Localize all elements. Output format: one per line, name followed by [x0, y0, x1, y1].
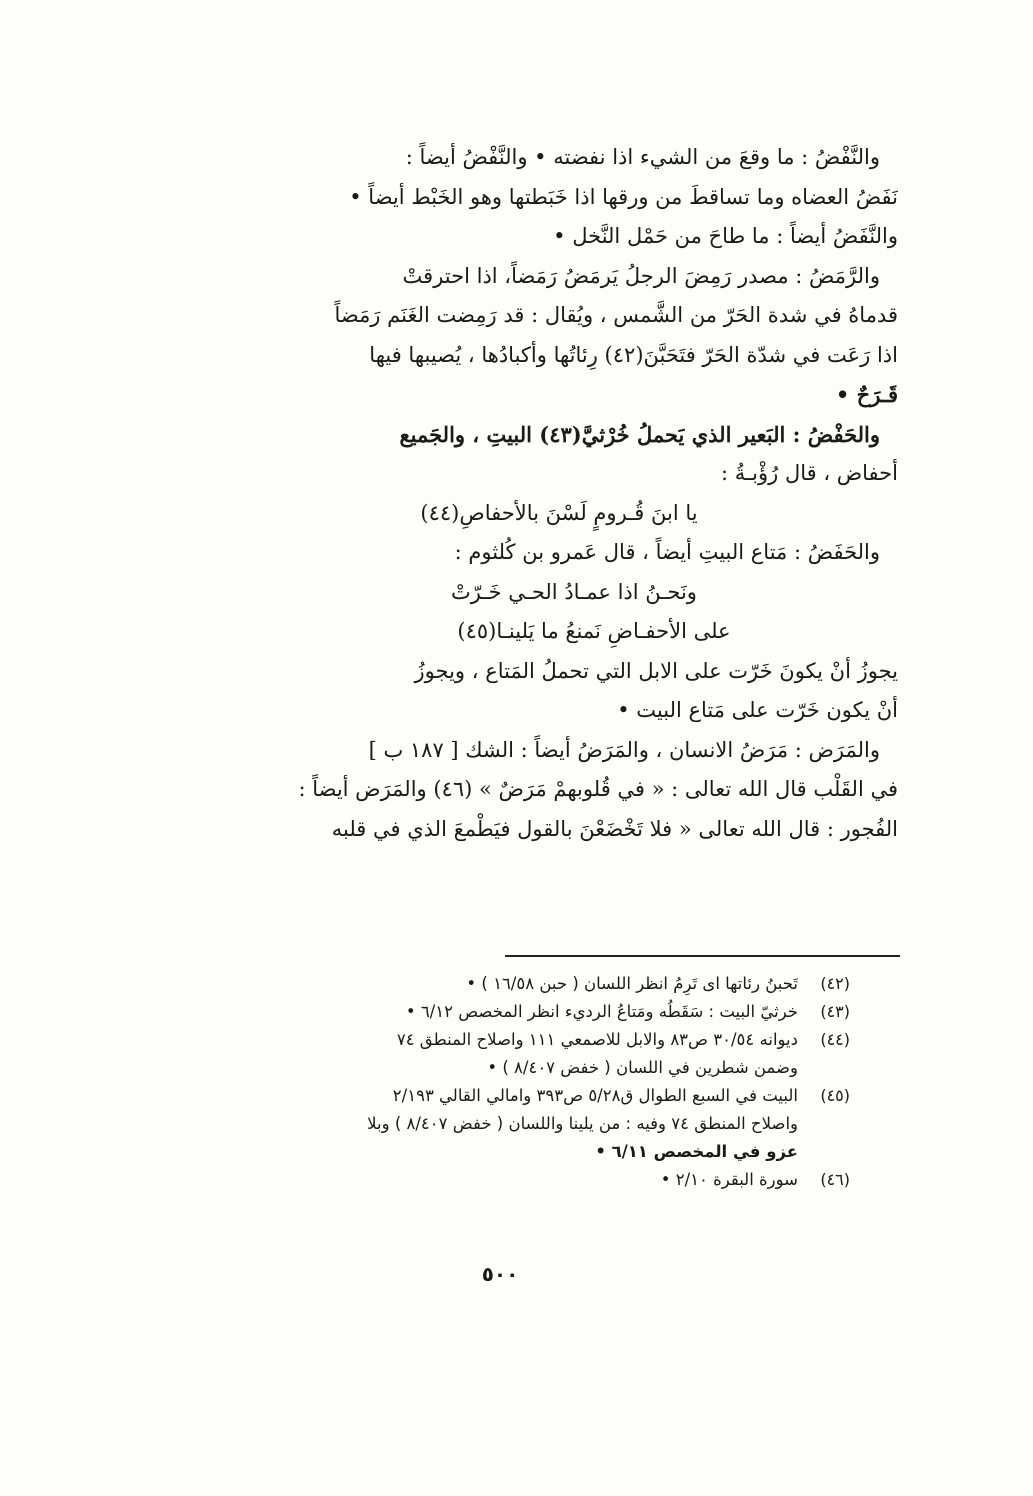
text-line: على الأحفـاضِ نَمنعُ ما يَلينـا(٤٥): [457, 619, 731, 643]
text-line: والحَفَضُ : مَتاع البيتِ أيضاً ، قال عَمرو بن كُلثوم :: [454, 540, 880, 564]
text-line: يا ابنَ قُـرومٍ لَسْنَ بالأحفاصِ(٤٤): [420, 500, 698, 525]
footnote-number: (٤٥): [820, 1086, 850, 1105]
footnotes: [170, 970, 850, 1194]
footnote-line: واصلاح المنطق ٧٤ وفيه : من يلينا واللسان ( خفض ٨/٤٠٧ ) وبلا: [367, 1114, 798, 1133]
footnote-line: خرثيّ البيت : سَقَطُه ومَتاعُ الرديء انظر المخصص ٦/١٢ •: [405, 1002, 798, 1021]
footnote-line: سورة البقرة ٢/١٠ •: [660, 1170, 798, 1189]
text-line: ونَحـنُ اذا عمـادُ الحـي خَـرّتْ: [451, 579, 697, 604]
footnote: [170, 1166, 850, 1194]
footnote-text: [170, 1026, 798, 1082]
text-line: قدماهُ في شدة الحَرّ من الشَّمس ، ويُقال : قد رَمِضت الغَنَم رَمَضاً: [334, 303, 898, 327]
text-line: نَفَضُ العضاه وما تساقطَ من ورقها اذا خَبَطتها وهو الخَبْط أيضاً •: [349, 184, 898, 209]
text-line: يجوزُ أنْ يكونَ خَرّت على الابل التي تحملُ المَتاع ، ويجوزُ: [414, 658, 898, 683]
footnote-text: [170, 1166, 798, 1194]
text-line: والنَّفْضُ : ما وقعَ من الشيء اذا نفضته • والنَّفْضُ أيضاً :: [405, 145, 880, 169]
text-line: أحفاض ، قال رُؤْبـةُ :: [720, 461, 898, 485]
footnote-number: (٤٣): [820, 1002, 850, 1021]
footnote-number: (٤٦): [820, 1170, 850, 1189]
text-line: والنَّفَضُ أيضاً : ما طاحَ من حَمْل النَّخل •: [553, 224, 898, 248]
footnote-line: وضمن شطرين في اللسان ( خفض ٨/٤٠٧ ) •: [487, 1058, 798, 1077]
footnote-divider: [505, 955, 900, 957]
page-number: ٥٠٠: [481, 1262, 519, 1286]
text-line: أنْ يكون خَرّت على مَتاع البيت •: [617, 698, 898, 722]
footnote-number: (٤٢): [820, 974, 850, 993]
text-line: والحَفْضُ : البَعير الذي يَحملُ خُرْثيَّ(٤٣) البيتِ ، والجَميع: [399, 421, 880, 447]
text-line: قَـرَحٌ •: [835, 382, 898, 407]
footnote-line: عزو في المخصص ٦/١١ •: [595, 1142, 798, 1161]
text-line: الفُجور : قال الله تعالى « فلا تَخْضَعْنَ بالقول فيَطْمعَ الذي في قلبه: [331, 816, 898, 841]
footnote: [170, 998, 850, 1026]
main-text: [180, 138, 898, 849]
footnote-line: تَحبنُ رئاتها اى تَرِمُ انظر اللسان ( حبن ١٦/٥٨ ) •: [466, 974, 798, 993]
footnote-text: [170, 1082, 798, 1166]
text-line: والرَّمَضُ : مصدر رَمِضَ الرجلُ يَرمَضُ رَمَضاً، اذا احترقتْ: [402, 263, 880, 288]
text-line: في القَلْب قال الله تعالى : « في قُلوبهمْ مَرَضٌ » (٤٦) والمَرَض أيضاً :: [298, 777, 898, 801]
text-line: والمَرَض : مَرَضُ الانسان ، والمَرَضُ أيضاً : الشك [ ١٨٧ ب ]: [368, 737, 880, 762]
footnote-text: [170, 970, 798, 998]
footnote-line: ديوانه ٣٠/٥٤ ص٨٣ والابل للاصمعي ١١١ واصلاح المنطق ٧٤: [396, 1030, 798, 1049]
footnote: [170, 1026, 850, 1082]
footnote: [170, 970, 850, 998]
footnote-text: [170, 998, 798, 1026]
text-line: اذا رَعَت في شدّة الحَرّ فتَحَبَّنَ(٤٢) رِئاتُها وأكبادُها ، يُصيبها فيها: [369, 342, 898, 367]
footnote: [170, 1082, 850, 1166]
footnote-number: (٤٤): [820, 1030, 850, 1049]
footnote-line: البيت في السبع الطوال ق٥/٢٨ ص٣٩٣ وامالي القالي ٢/١٩٣: [392, 1086, 798, 1105]
